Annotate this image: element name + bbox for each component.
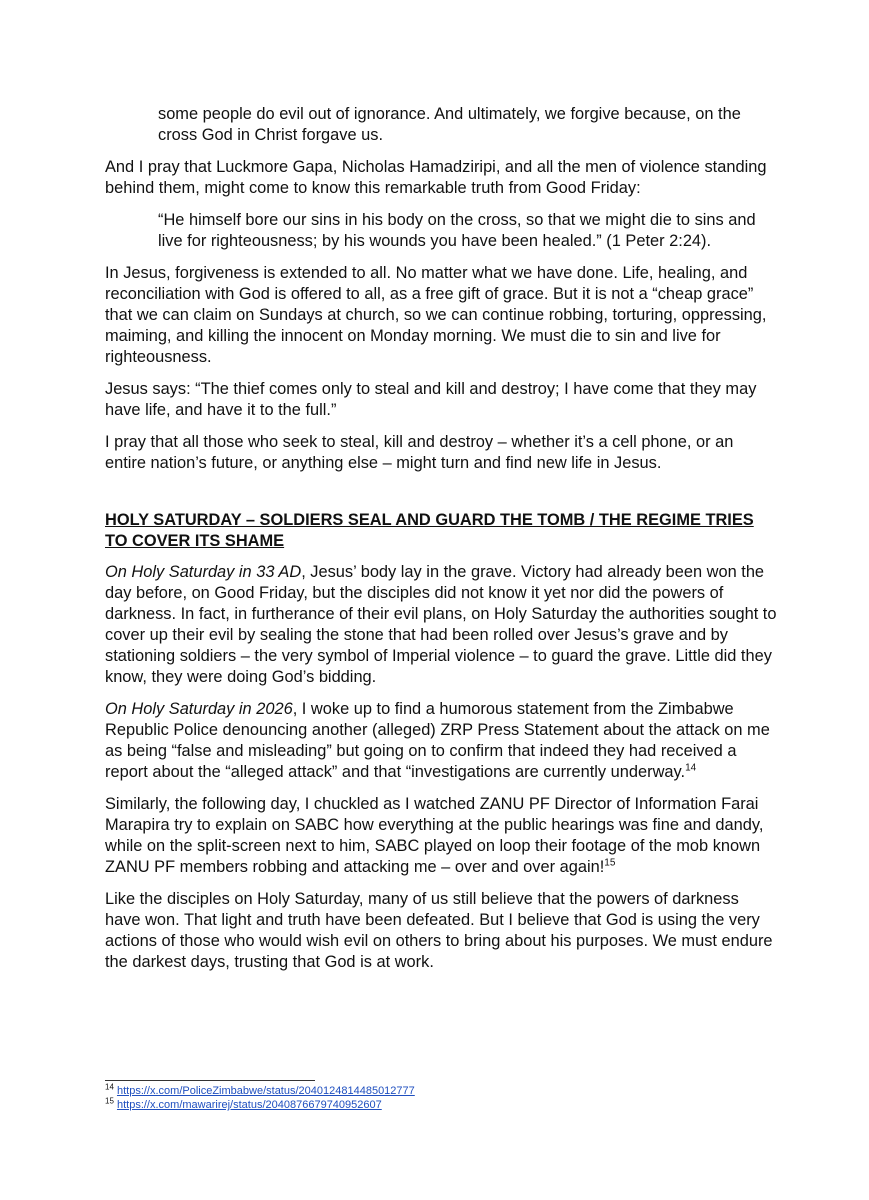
footnote-number: 14 xyxy=(105,1082,114,1092)
paragraph-forgive-ignorance: some people do evil out of ignorance. And ultimately, we forgive because, on the cross God in Christ forgave us. xyxy=(158,105,741,144)
paragraph-text: , I woke up to find a humorous statement from the Zimbabwe Republic Police denouncing another (alleged) ZRP Press Statement about the attack on me as being “false and misleading” but going on to confirm that indeed they had received a report about the “alleged attack” and that “investigations are currently underway. xyxy=(105,700,770,781)
paragraph-forgiveness: In Jesus, forgiveness is extended to all. No matter what we have done. Life, healing, and reconciliation with God is offered to all, as a free gift of grace. But it is not a “cheap grace” that we can claim on Sundays at church, so we can continue robbing, torturing, oppressing, maiming, and killing the innocent on Monday morning. We must die to sin and live for righteousness. xyxy=(105,264,767,366)
paragraph-text: Similarly, the following day, I chuckled as I watched ZANU PF Director of Information Farai Marapira try to explain on SABC how everything at the public hearings was fine and dandy, while on the split-screen next to him, SABC played on loop their footage of the mob known ZANU PF members robbing and attacking me – over and over again! xyxy=(105,795,764,876)
document-page xyxy=(105,104,777,984)
footnote-link[interactable]: https://x.com/mawarirej/status/2040876679740952607 xyxy=(116,1099,382,1111)
block-quote-1-peter: “He himself bore our sins in his body on the cross, so that we might die to sins and live for righteousness; by his wounds you have been healed.” (1 Peter 2:24). xyxy=(158,211,756,250)
footnote-divider xyxy=(105,1080,315,1081)
footnote-ref-14[interactable]: 14 xyxy=(685,762,697,774)
italic-lead: On Holy Saturday in 33 AD xyxy=(105,563,302,581)
paragraph-text: , Jesus’ body lay in the grave. Victory had already been won the day before, on Good Friday, but the disciples did not know it yet nor did the powers of darkness. In fact, in furtherance of their evil plans, on Holy Saturday the authorities sought to cover up their evil by sealing the stone that had been rolled over Jesus’s grave and by stationing soldiers – the very symbol of Imperial violence – to guard the grave. Little did they know, they were doing God’s bidding. xyxy=(105,563,777,686)
paragraph-holy-saturday-33ad xyxy=(105,562,777,688)
footnote-link[interactable]: https://x.com/PoliceZimbabwe/status/2040124814485012777 xyxy=(116,1085,415,1097)
paragraph-marapira xyxy=(105,794,777,878)
italic-lead: On Holy Saturday in 2026 xyxy=(105,700,293,718)
footnote-15 xyxy=(105,1098,777,1112)
paragraph-prayer-gapa: And I pray that Luckmore Gapa, Nicholas Hamadziripi, and all the men of violence standing behind them, might come to know this remarkable truth from Good Friday: xyxy=(105,158,767,197)
paragraph-prayer-destroy: I pray that all those who seek to steal, kill and destroy – whether it’s a cell phone, or an entire nation’s future, or anything else – might turn and find new life in Jesus. xyxy=(105,433,734,472)
footnote-number: 15 xyxy=(105,1096,114,1106)
footnotes xyxy=(105,1080,777,1112)
footnote-ref-15[interactable]: 15 xyxy=(604,857,616,869)
paragraph-jesus-says: Jesus says: “The thief comes only to steal and kill and destroy; I have come that they may have life, and have it to the full.” xyxy=(105,380,757,419)
section-heading-holy-saturday: HOLY SATURDAY – SOLDIERS SEAL AND GUARD THE TOMB / THE REGIME TRIES TO COVER ITS SHAME xyxy=(105,511,754,550)
paragraph-holy-saturday-2026 xyxy=(105,699,777,783)
paragraph-disciples: Like the disciples on Holy Saturday, many of us still believe that the powers of darkness have won. That light and truth have been defeated. But I believe that God is using the very actions of those who would wish evil on others to bring about his purposes. We must endure the darkest days, trusting that God is at work. xyxy=(105,890,773,971)
footnote-14 xyxy=(105,1084,777,1098)
